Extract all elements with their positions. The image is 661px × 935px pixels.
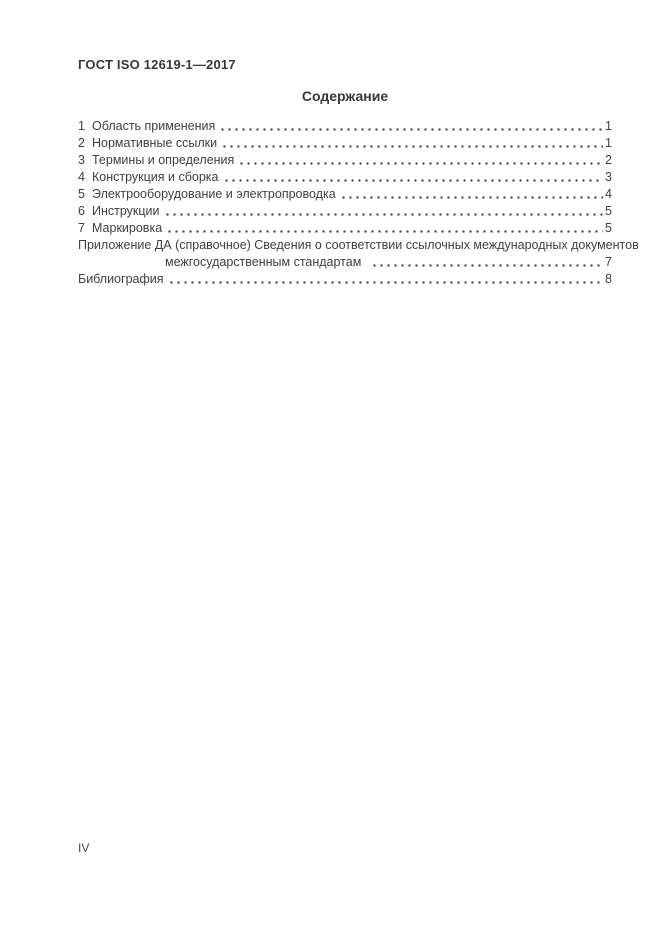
toc-entry [78,203,612,220]
toc-entry-label: Библиография [78,272,164,286]
dot-leader [340,186,603,203]
toc-entry-number: 1 [78,119,85,133]
toc-entry [78,152,612,169]
toc-entry-number: 6 [78,204,85,218]
table-of-contents [78,118,639,288]
toc-entry [78,271,612,288]
toc-entry-number: 2 [78,136,85,150]
dot-leader [164,203,604,220]
toc-entry-number: 7 [78,221,85,235]
page-title: Содержание [301,88,389,104]
toc-entry-page: 5 [605,221,612,235]
page-number-label: IV [78,841,90,855]
toc-entry-label: Конструкция и сборка [92,170,219,184]
toc-entry-label: Инструкции [92,204,160,218]
toc-entry-appendix [78,237,639,271]
toc-entry-label: Приложение ДА (справочное) Сведения о соответствии ссылочных международных документов [78,238,639,252]
dot-leader [371,254,603,271]
toc-entry-continuation-row [78,254,612,271]
standard-designation: ГОСТ ISO 12619-1—2017 [78,57,236,72]
toc-entry-label: Электрооборудование и электропроводка [92,187,336,201]
toc-entry-page: 8 [605,272,612,286]
toc-entry-page: 1 [605,136,612,150]
toc-entry [78,135,612,152]
toc-entry-number: 4 [78,170,85,184]
toc-entry-label: Нормативные ссылки [92,136,218,150]
dot-leader [168,271,604,288]
toc-entry-page: 2 [605,153,612,167]
toc-entry-page: 4 [605,187,612,201]
page-content [78,88,639,288]
dot-leader [223,169,604,186]
dot-leader [219,118,603,135]
toc-entry-label: Термины и определения [92,153,235,167]
toc-entry [78,169,612,186]
toc-entry [78,118,612,135]
toc-entry-label-continuation: межгосударственным стандартам [165,255,362,269]
toc-entry-page: 5 [605,204,612,218]
toc-entry-page: 1 [605,119,612,133]
toc-entry-number: 5 [78,187,85,201]
toc-entry-label: Область применения [92,119,216,133]
toc-entry-number: 3 [78,153,85,167]
toc-entry [78,220,612,237]
dot-leader [166,220,603,237]
toc-entry [78,186,612,203]
toc-entry-label: Маркировка [92,221,163,235]
dot-leader [221,135,603,152]
dot-leader [238,152,603,169]
toc-entry-page: 3 [605,170,612,184]
toc-entry-page: 7 [605,255,612,269]
